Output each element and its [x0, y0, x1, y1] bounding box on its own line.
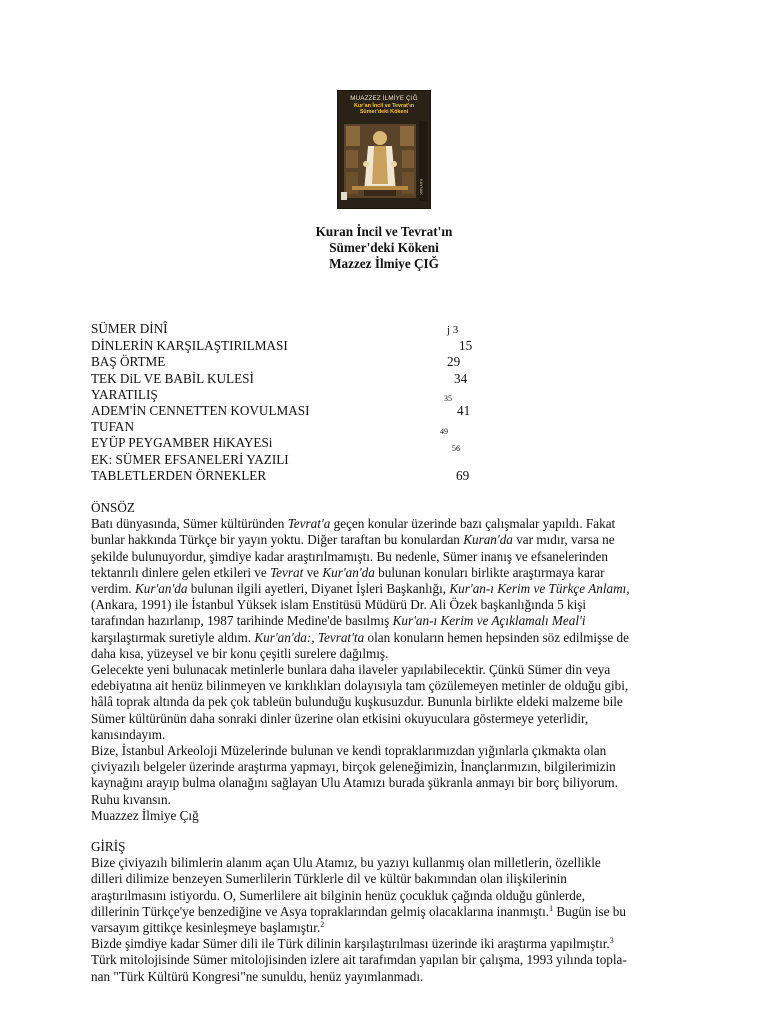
text-line: dillerinin Türkçe'ye benzediğine ve Asya topraklarından gelmiş olacaklarına inanmıştı.$^1$ Bugün ise bu: [91, 903, 626, 919]
text-line: daha kısa, yüzeysel ve bir konu çeşitli surelere dağılmış.: [91, 645, 389, 661]
text-line: kaynağını arayıp bulma olanağını sağlayan Ulu Atamızı burada şükranla anmayı bir borç biliyorum.: [91, 775, 618, 791]
toc-item-page: 69: [456, 468, 470, 483]
cover-artwork: [344, 124, 416, 198]
text-line: tarafından hazırlanıp, 1987 tarihinde Medine'de basılmış Kur'an-ı Kerim ve Açıklamalı Meal'i: [91, 613, 586, 629]
cover-author: MUAZZEZ İLMİYE ÇIĞ: [350, 95, 418, 102]
toc-item-label: SÜMER DİNÎ: [91, 321, 168, 336]
text-line: bunlar hakkında Türkçe bir yayın yoktu. Diğer taraftan bu konulardan Kuran'da var mıdır, varsa ne: [91, 532, 615, 548]
text-line: nan "Türk Kültürü Kongresi"ne sunuldu, henüz yayımlanmadı.: [91, 968, 424, 984]
footnote-ref[interactable]: 2: [320, 920, 325, 930]
toc-item-label: DİNLERİN KARŞILAŞTIRILMASI: [91, 338, 288, 353]
toc-item-page: 56: [452, 444, 460, 453]
text-line: dilleri dilimize benzeyen Sumerlilerin Türklerle dil ve kültür bakımından olan ilişkilerinin: [91, 871, 567, 887]
text-line: şekilde bulunuyordur, şimdiye kadar araştırılmamıştı. Bu nedenle, Sümer inanış ve efsanelerinden: [91, 548, 608, 564]
toc-item-label: YARATILIŞ: [91, 387, 158, 402]
text-line: Ruhu kıvansın.: [91, 791, 171, 807]
cover-icon-painting: [344, 124, 416, 198]
text-line: Gelecekte yeni bulunacak metinlerle bunlara daha ilaveler yapılabilecektir. Çünkü Sümer din veya: [91, 662, 611, 678]
document-body: [91, 500, 691, 985]
book-cover-image: [338, 91, 430, 208]
publisher-logo-icon: [341, 192, 347, 200]
text-line: Bizde şimdiye kadar Sümer dili ile Türk dilinin karşılaştırılması üzerinde iki araştırma yapılmıştır.$^3$: [91, 936, 614, 952]
onsoz-paragraph-1: [91, 516, 691, 662]
text-line: edebiyatına ait henüz bilinmeyen ve kırıklıkları dolayısıyla tam çözülemeyen metinler de olduğu gibi,: [91, 678, 629, 694]
onsoz-heading: ÖNSÖZ: [91, 500, 135, 515]
toc-item-page: 35: [444, 394, 452, 403]
text-line: varsayım gittikçe kesinleşmeye başlamıştır.$^2$: [91, 920, 325, 936]
text-line: araştırılmasını istiyordu. O, Sumerlilere ait bilginin henüz çocukluk çağında olduğu günlerde,: [91, 887, 586, 903]
cover-spine-strip: [419, 121, 427, 201]
text-line: verdim. Kur'an'da bulunan ilgili ayetleri, Diyanet İşleri Başkanlığı, Kur'an-ı Kerim ve Türkçe Anlamı,: [91, 581, 630, 597]
toc-item-page: 29: [447, 354, 461, 369]
toc-item-page: 41: [457, 403, 471, 418]
giris-heading: GİRİŞ: [91, 839, 126, 855]
cover-title-line-2: Sümer'deki Kökeni: [359, 109, 409, 116]
text-line: (Ankara, 1991) ile İstanbul Yüksek islam Enstitüsü Müdürü Dr. Ali Özek başkanlığında 5 kişi: [91, 597, 587, 613]
text-line: Batı dünyasında, Sümer kültüründen Tevrat'a geçen konular üzerinde bazı çalışmalar yapıldı. Fakat: [91, 516, 616, 532]
toc-item-page: 49: [440, 427, 448, 436]
onsoz-paragraph-2: [91, 662, 691, 743]
text-line: Bize çiviyazılı bilimlerin alanım açan Ulu Atamız, bu yazıyı kullanmış olan milletlerin, özellikle: [91, 855, 601, 871]
toc-item-label: TEK DiL VE BABİL KULESİ: [91, 371, 254, 386]
giris-paragraph: [91, 855, 691, 985]
cover-title: [340, 103, 428, 116]
footnote-ref[interactable]: 1: [549, 903, 554, 913]
document-title: [0, 224, 768, 272]
text-line: Sümer kültürünün daha sonraki dinler üzerine olan etkisini okuyuculara göstermeye yeterlidir,: [91, 710, 589, 726]
toc-item-page: 34: [454, 371, 468, 386]
text-line: çiviyazılı belgeler üzerinde araştırma yapmayı, birçok geleneğimizin, İnançlarımızın, bilgilerimizin: [91, 759, 616, 775]
text-line: karşılaştırmak suretiyle aldım. Kur'an'da:, Tevrat'ta olan konuların hemen hepsinden söz edilmişse de: [91, 629, 629, 645]
toc-item-label: BAŞ ÖRTME: [91, 354, 166, 369]
toc-item-label: TABLETLERDEN ÖRNEKLER: [91, 468, 267, 483]
text-line: tektanrılı dinlere gelen etkileri ve Tevrat ve Kur'an'da bulunan konuları birlikte araştırmaya karar: [91, 564, 605, 580]
toc-item-label: EYÜP PEYGAMBER HiKAYESi: [91, 435, 273, 450]
title-line-1: Kuran İncil ve Tevrat'ın: [315, 224, 453, 239]
title-author: Mazzez İlmiye ÇIĞ: [329, 256, 439, 271]
text-line: kanısındayım.: [91, 726, 166, 742]
text-line: hâlâ toprak altında da pek çok tableün bulunduğu kuşkusuzdur. Bununla birlikte eldeki malzeme bile: [91, 694, 623, 710]
toc-item-label: EK: SÜMER EFSANELERİ YAZILI: [91, 452, 289, 467]
toc-item-label: ADEM'İN CENNETTEN KOVULMASI: [91, 403, 310, 418]
text-line: Türk mitolojisinde Sümer mitolojisinden izlere ait tarafımdan yapılan bir çalışma, 1993 yılında topla-: [91, 952, 627, 968]
cover-title-line-1: Kur'an İncil ve Tevrat'ın: [354, 103, 414, 109]
onsoz-paragraph-3: [91, 743, 691, 808]
toc-item-page: 15: [459, 338, 473, 353]
text-line: Bize, İstanbul Arkeoloji Müzelerinde bulunan ve kendi topraklarımızdan yığınlarla çıkmakta olan: [91, 743, 607, 759]
cover-spine-text: KAYNAK: [419, 179, 424, 195]
title-line-2: Sümer'deki Kökeni: [329, 240, 439, 255]
toc-item-page: j 3: [447, 324, 459, 336]
onsoz-signature: Muazzez İlmiye Çığ: [91, 807, 199, 823]
toc-item-label: TUFAN: [91, 419, 134, 434]
footnote-ref[interactable]: 3: [609, 936, 614, 946]
